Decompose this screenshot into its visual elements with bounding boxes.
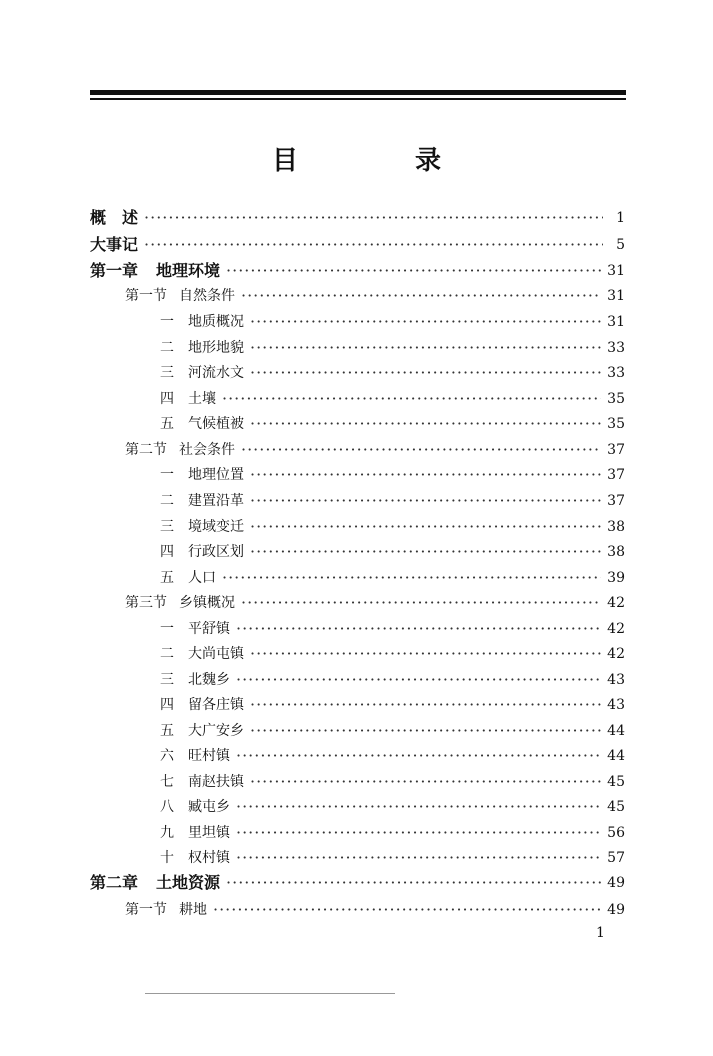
toc-entry bbox=[90, 260, 625, 282]
toc-entry-number: 一 bbox=[160, 467, 174, 483]
toc-entry bbox=[160, 796, 625, 818]
toc-leader-dots bbox=[250, 362, 601, 384]
toc-entry-page: 43 bbox=[607, 672, 625, 688]
toc-entry-label bbox=[160, 337, 244, 359]
toc-entry-number: 九 bbox=[160, 825, 174, 841]
toc-entry-title: 地理位置 bbox=[188, 467, 244, 483]
toc-leader-dots bbox=[222, 567, 601, 589]
toc-entry-number: 二 bbox=[160, 493, 174, 509]
toc-entry-title: 平舒镇 bbox=[188, 621, 230, 637]
toc-entry-title: 地质概况 bbox=[188, 314, 244, 330]
toc-entry-label bbox=[160, 745, 230, 767]
toc-entry-label bbox=[125, 899, 207, 921]
toc-leader-dots bbox=[236, 847, 601, 869]
toc-entry bbox=[125, 439, 625, 461]
toc-entry bbox=[160, 388, 625, 410]
toc-entry-page: 45 bbox=[607, 799, 625, 815]
toc-entry-label bbox=[90, 260, 220, 282]
toc-entry-title: 人口 bbox=[188, 570, 216, 586]
toc-entry-title: 南赵扶镇 bbox=[188, 774, 244, 790]
toc-entry-page: 49 bbox=[607, 875, 625, 891]
toc-entry-number: 七 bbox=[160, 774, 174, 790]
toc-entry-title: 河流水文 bbox=[188, 365, 244, 381]
toc-entry-label bbox=[125, 285, 235, 307]
toc-entry-page: 1 bbox=[616, 210, 625, 226]
toc-entry-page: 45 bbox=[607, 774, 625, 790]
toc-entry-title: 自然条件 bbox=[179, 288, 235, 304]
toc-leader-dots bbox=[226, 872, 601, 894]
toc-entry-number: 一 bbox=[160, 314, 174, 330]
toc-entry-title: 行政区划 bbox=[188, 544, 244, 560]
toc-entry-page: 39 bbox=[607, 570, 625, 586]
toc-entry bbox=[160, 413, 625, 435]
toc-entry-page: 43 bbox=[607, 697, 625, 713]
toc-leader-dots bbox=[144, 207, 603, 229]
toc-entry-number: 三 bbox=[160, 365, 174, 381]
toc-entry-title: 耕地 bbox=[179, 902, 207, 918]
toc-entry-label bbox=[160, 822, 230, 844]
toc-entry-number: 五 bbox=[160, 416, 174, 432]
toc-entry bbox=[160, 771, 625, 793]
toc-entry-label bbox=[160, 796, 230, 818]
toc-entry-title: 大尚屯镇 bbox=[188, 646, 244, 662]
toc-leader-dots bbox=[250, 694, 601, 716]
toc-leader-dots bbox=[250, 311, 601, 333]
toc-entry-label bbox=[160, 311, 244, 333]
toc-entry-title: 旺村镇 bbox=[188, 748, 230, 764]
toc-entry-number: 二 bbox=[160, 340, 174, 356]
toc-entry-title: 权村镇 bbox=[188, 850, 230, 866]
toc-entry-label bbox=[160, 464, 244, 486]
toc-entry-label bbox=[160, 720, 244, 742]
toc-entry bbox=[160, 516, 625, 538]
toc-entry-label bbox=[160, 388, 216, 410]
toc-leader-dots bbox=[226, 260, 601, 282]
toc-entry-page: 57 bbox=[607, 850, 625, 866]
toc-entry bbox=[160, 311, 625, 333]
toc-entry-page: 56 bbox=[607, 825, 625, 841]
toc-entry-label bbox=[160, 541, 244, 563]
toc-entry-page: 33 bbox=[607, 365, 625, 381]
toc-entry-title: 臧屯乡 bbox=[188, 799, 230, 815]
toc-entry-label bbox=[90, 207, 138, 229]
toc-entry-title: 概 述 bbox=[90, 208, 139, 227]
toc-entry-title: 气候植被 bbox=[188, 416, 244, 432]
toc-entry bbox=[125, 899, 625, 921]
toc-entry-number: 三 bbox=[160, 519, 174, 535]
toc-entry-label bbox=[125, 439, 235, 461]
header-rule-thick bbox=[90, 90, 626, 95]
toc-entry-page: 37 bbox=[607, 467, 625, 483]
toc-entry bbox=[160, 362, 625, 384]
toc-entry-title: 土地资源 bbox=[156, 873, 221, 892]
toc-entry-title: 大广安乡 bbox=[188, 723, 244, 739]
toc-entry-label bbox=[90, 872, 220, 894]
toc-entry-label bbox=[160, 413, 244, 435]
toc-entry-number: 二 bbox=[160, 646, 174, 662]
toc-entry bbox=[160, 541, 625, 563]
toc-leader-dots bbox=[250, 771, 601, 793]
toc-entry-page: 44 bbox=[607, 723, 625, 739]
toc-entry bbox=[160, 618, 625, 640]
toc-leader-dots bbox=[241, 439, 601, 461]
toc-entry-title: 土壤 bbox=[188, 391, 216, 407]
toc-entry-title: 里坦镇 bbox=[188, 825, 230, 841]
toc-entry-title: 地理环境 bbox=[156, 261, 221, 280]
toc-entry-page: 49 bbox=[607, 902, 625, 918]
toc-leader-dots bbox=[241, 592, 601, 614]
toc-entry-label bbox=[160, 694, 244, 716]
toc-entry-number: 四 bbox=[160, 391, 174, 407]
toc-leader-dots bbox=[250, 516, 601, 538]
toc-entry-title: 境域变迁 bbox=[188, 519, 244, 535]
scan-smudge bbox=[145, 993, 395, 994]
toc-leader-dots bbox=[213, 899, 601, 921]
toc-entry-label bbox=[90, 234, 138, 256]
toc-entry-number: 一 bbox=[160, 621, 174, 637]
toc-leader-dots bbox=[236, 745, 601, 767]
toc-entry-number: 三 bbox=[160, 672, 174, 688]
toc-entry-label bbox=[160, 362, 244, 384]
toc-entry-label bbox=[160, 490, 244, 512]
toc-entry-number: 第一章 bbox=[90, 261, 139, 280]
toc-entry-page: 42 bbox=[607, 595, 625, 611]
toc-leader-dots bbox=[250, 643, 601, 665]
toc-entry-title: 地形地貌 bbox=[188, 340, 244, 356]
toc-entry-page: 35 bbox=[607, 391, 625, 407]
toc-entry-label bbox=[125, 592, 235, 614]
toc-entry-title: 乡镇概况 bbox=[179, 595, 235, 611]
toc-entry-page: 37 bbox=[607, 493, 625, 509]
toc-entry-title: 社会条件 bbox=[179, 442, 235, 458]
toc-entry-page: 42 bbox=[607, 621, 625, 637]
toc-entry-label bbox=[160, 847, 230, 869]
toc-entry bbox=[90, 207, 625, 229]
toc-entry-page: 38 bbox=[607, 544, 625, 560]
toc-entry-page: 37 bbox=[607, 442, 625, 458]
toc-entry bbox=[90, 234, 625, 256]
toc-entry-number: 四 bbox=[160, 697, 174, 713]
toc-entry-label bbox=[160, 567, 216, 589]
toc-entry-label bbox=[160, 643, 244, 665]
toc-entry-page: 31 bbox=[607, 314, 625, 330]
toc-entry-page: 31 bbox=[607, 263, 625, 279]
toc-entry-number: 第一节 bbox=[125, 902, 167, 918]
toc-entry-title: 大事记 bbox=[90, 235, 139, 254]
toc-leader-dots bbox=[236, 796, 601, 818]
toc-entry-page: 33 bbox=[607, 340, 625, 356]
toc-entry bbox=[160, 669, 625, 691]
toc-entry-number: 五 bbox=[160, 570, 174, 586]
toc-entry-number: 六 bbox=[160, 748, 174, 764]
toc-leader-dots bbox=[250, 464, 601, 486]
toc-entry bbox=[160, 847, 625, 869]
toc-entry bbox=[160, 822, 625, 844]
toc-entry bbox=[160, 567, 625, 589]
toc-entry-page: 38 bbox=[607, 519, 625, 535]
toc-entry-number: 五 bbox=[160, 723, 174, 739]
toc-entry-page: 42 bbox=[607, 646, 625, 662]
toc-leader-dots bbox=[144, 234, 603, 256]
toc-entry-label bbox=[160, 669, 230, 691]
toc-entry-label bbox=[160, 618, 230, 640]
toc-leader-dots bbox=[250, 490, 601, 512]
toc-entry bbox=[160, 490, 625, 512]
toc-leader-dots bbox=[250, 413, 601, 435]
toc-leader-dots bbox=[236, 669, 601, 691]
toc-entry-page: 31 bbox=[607, 288, 625, 304]
toc-entry bbox=[160, 337, 625, 359]
toc-entry-title: 北魏乡 bbox=[188, 672, 230, 688]
toc-entry bbox=[160, 643, 625, 665]
toc-leader-dots bbox=[222, 388, 601, 410]
toc-entry-number: 第一节 bbox=[125, 288, 167, 304]
toc-entry-label bbox=[160, 771, 244, 793]
toc-entry-number: 四 bbox=[160, 544, 174, 560]
toc-leader-dots bbox=[241, 285, 601, 307]
toc-entry-number: 第二章 bbox=[90, 873, 139, 892]
toc-leader-dots bbox=[236, 822, 601, 844]
toc-entry-title: 建置沿革 bbox=[188, 493, 244, 509]
toc-entry-page: 5 bbox=[616, 237, 625, 253]
toc-leader-dots bbox=[250, 541, 601, 563]
toc-entry-page: 35 bbox=[607, 416, 625, 432]
toc-entry-number: 八 bbox=[160, 799, 174, 815]
header-rule-thin bbox=[90, 98, 626, 100]
toc-entry bbox=[160, 720, 625, 742]
toc-leader-dots bbox=[250, 720, 601, 742]
toc-entry-page: 44 bbox=[607, 748, 625, 764]
toc-entry bbox=[125, 285, 625, 307]
toc-entry-title: 留各庄镇 bbox=[188, 697, 244, 713]
page-number: 1 bbox=[596, 925, 605, 941]
toc-entry bbox=[160, 745, 625, 767]
page-title: 目 录 bbox=[271, 146, 496, 176]
toc-entry bbox=[160, 694, 625, 716]
toc-entry bbox=[160, 464, 625, 486]
toc-entry-number: 第二节 bbox=[125, 442, 167, 458]
toc-entry bbox=[90, 872, 625, 894]
toc-leader-dots bbox=[236, 618, 601, 640]
toc-entry-number: 十 bbox=[160, 850, 174, 866]
toc-leader-dots bbox=[250, 337, 601, 359]
toc-entry-label bbox=[160, 516, 244, 538]
toc-entry bbox=[125, 592, 625, 614]
toc-entry-number: 第三节 bbox=[125, 595, 167, 611]
